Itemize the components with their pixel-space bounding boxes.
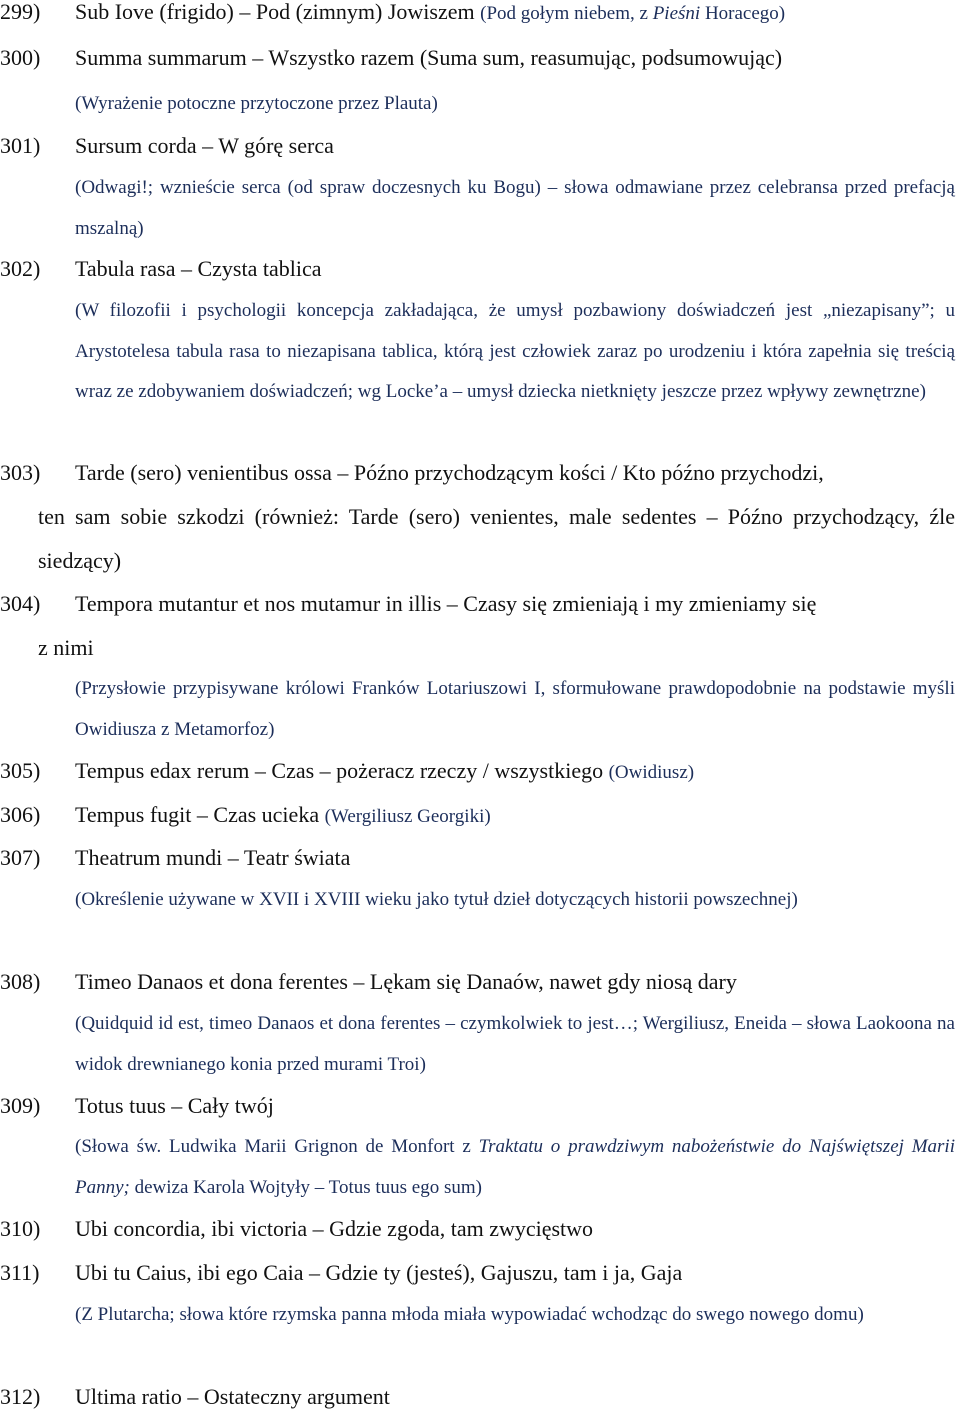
translation: Gdzie zgoda, tam zwycięstwo [329, 1216, 594, 1241]
dash: – [191, 802, 214, 827]
dash: – [196, 133, 219, 158]
entry-303 [0, 451, 955, 583]
entry-306 [0, 793, 491, 839]
latin-phrase: Tarde (sero) venientibus ossa [75, 460, 332, 485]
entry-number: 310) [0, 1216, 41, 1241]
entry-number: 305) [0, 758, 41, 783]
entry-311-note: (Z Plutarcha; słowa które rzymska panna młoda miała wypowiadać wchodząc do swego nowego domu) [75, 1304, 864, 1325]
latin-phrase: Theatrum mundi [75, 845, 223, 870]
translation: Teatr świata [243, 845, 351, 870]
latin-phrase: Sub Iove (frigido) [75, 0, 234, 24]
translation: Cały twój [187, 1093, 274, 1118]
entry-number: 309) [0, 1093, 41, 1118]
source-note: (Owidiusz) [608, 762, 695, 783]
entry-304-note: (Przysłowie przypisywane królowi Franków Lotariuszowi I, sformułowane prawdopodobnie na podstawie myśli Owidiusza z Metamorfoz) [75, 678, 955, 740]
latin-phrase: Tempora mutantur et nos mutamur in illis [75, 591, 442, 616]
dash: – [165, 1093, 188, 1118]
entry-number: 306) [0, 802, 41, 827]
dash: – [307, 1216, 330, 1241]
dash: – [441, 591, 464, 616]
entry-number: 311) [0, 1260, 40, 1285]
entry-number: 307) [0, 845, 41, 870]
source-note-text: (Pod gołym niebem, z [480, 3, 653, 24]
entry-299 [0, 0, 785, 36]
dash: – [249, 758, 272, 783]
translation: W górę serca [218, 133, 334, 158]
source-note-title: Pieśni [652, 3, 701, 24]
translation: Czysta tablica [197, 256, 322, 281]
entry-number: 301) [0, 133, 41, 158]
latin-phrase: Sursum corda [75, 133, 197, 158]
entry-309 [0, 1084, 274, 1128]
entry-301-note: (Odwagi!; wznieście serca (od spraw doczesnych ku Bogu) – słowa odmawiane przez celebransa przed prefacją mszalną) [75, 177, 955, 239]
entry-number: 299) [0, 0, 41, 24]
note-text: (Słowa św. Ludwika Marii Grignon de Monfort z [75, 1136, 479, 1157]
dash: – [233, 0, 256, 24]
translation: Czasy się zmieniają i my zmieniamy się [463, 591, 817, 616]
dash: – [181, 1384, 204, 1409]
dash: – [331, 460, 354, 485]
source-note: (Wergiliusz Georgiki) [324, 806, 491, 827]
latin-phrase: Timeo Danaos et dona ferentes [75, 969, 348, 994]
dash: – [175, 256, 198, 281]
latin-phrase: Ubi tu Caius, ibi ego Caia [75, 1260, 304, 1285]
entry-number: 303) [0, 460, 41, 485]
translation: Ostateczny argument [203, 1384, 390, 1409]
translation-continued: z nimi [38, 635, 94, 660]
latin-phrase: Ultima ratio [75, 1384, 182, 1409]
entry-308-note: (Quidquid id est, timeo Danaos et dona ferentes – czymkolwiek to jest…; Wergiliusz, Eneida – słowa Laokoona na widok drewnianego konia przed murami Troi) [75, 1013, 955, 1075]
translation: Wszystko razem (Suma sum, reasumując, podsumowując) [268, 45, 783, 70]
entry-305 [0, 749, 694, 795]
translation: Gdzie ty (jesteś), Gajuszu, tam i ja, Gaja [325, 1260, 683, 1285]
entry-301 [0, 124, 334, 168]
entry-310 [0, 1207, 593, 1251]
dash: – [347, 969, 370, 994]
translation: Lękam się Danaów, nawet gdy niosą dary [369, 969, 737, 994]
translation: Pod (zimnym) Jowiszem [255, 0, 475, 24]
translation-continued: ten sam sobie szkodzi (również: Tarde (sero) venientes, male sedentes – Późno przychodzący, źle siedzący) [38, 504, 955, 573]
entry-number: 304) [0, 591, 41, 616]
entry-300 [0, 36, 782, 80]
entry-304 [0, 582, 955, 670]
translation: Czas – pożeracz rzeczy / wszystkiego [271, 758, 604, 783]
source-note-text-end: Horacego) [700, 3, 786, 24]
entry-307 [0, 836, 350, 880]
entry-number: 312) [0, 1384, 41, 1409]
latin-phrase: Ubi concordia, ibi victoria [75, 1216, 308, 1241]
dash: – [222, 845, 244, 870]
entry-302 [0, 247, 321, 291]
entry-307-note: (Określenie używane w XVII i XVIII wieku jako tytuł dzieł dotyczących historii powszechnej) [75, 889, 798, 910]
source-note [480, 3, 785, 24]
entry-number: 308) [0, 969, 41, 994]
latin-phrase: Tempus edax rerum [75, 758, 250, 783]
entry-308 [0, 960, 737, 1004]
dash: – [303, 1260, 326, 1285]
entry-number: 300) [0, 45, 41, 70]
dash: – [246, 45, 269, 70]
note-title: Traktatu o prawdziwym nabożeństwie do Najświętszej Marii Panny; [75, 1136, 955, 1198]
latin-phrase: Summa summarum [75, 45, 247, 70]
entry-number: 302) [0, 256, 41, 281]
latin-phrase: Tabula rasa [75, 256, 176, 281]
entry-302-note: (W filozofii i psychologii koncepcja zakładająca, że umysł pozbawiony doświadczeń jest „niezapisany”; u Arystotelesa tabula rasa to niezapisana tablica, którą jest człowiek zaraz po urodzeniu i która zapełnia się treścią wraz ze zdobywaniem doświadczeń; wg Locke’a – umysł dziecka nietknięty jeszcze przez wpływy zewnętrzne) [75, 300, 955, 402]
translation: Czas ucieka [213, 802, 320, 827]
entry-309-note [75, 1127, 955, 1208]
latin-phrase: Totus tuus [75, 1093, 166, 1118]
entry-300-note: (Wyrażenie potoczne przytoczone przez Plauta) [75, 93, 438, 114]
latin-phrase: Tempus fugit [75, 802, 192, 827]
note-text-end: dewiza Karola Wojtyły – Totus tuus ego sum) [129, 1176, 482, 1198]
entry-311 [0, 1251, 682, 1295]
entry-312 [0, 1375, 390, 1419]
translation: Późno przychodzącym kości / Kto późno przychodzi, [353, 460, 824, 485]
